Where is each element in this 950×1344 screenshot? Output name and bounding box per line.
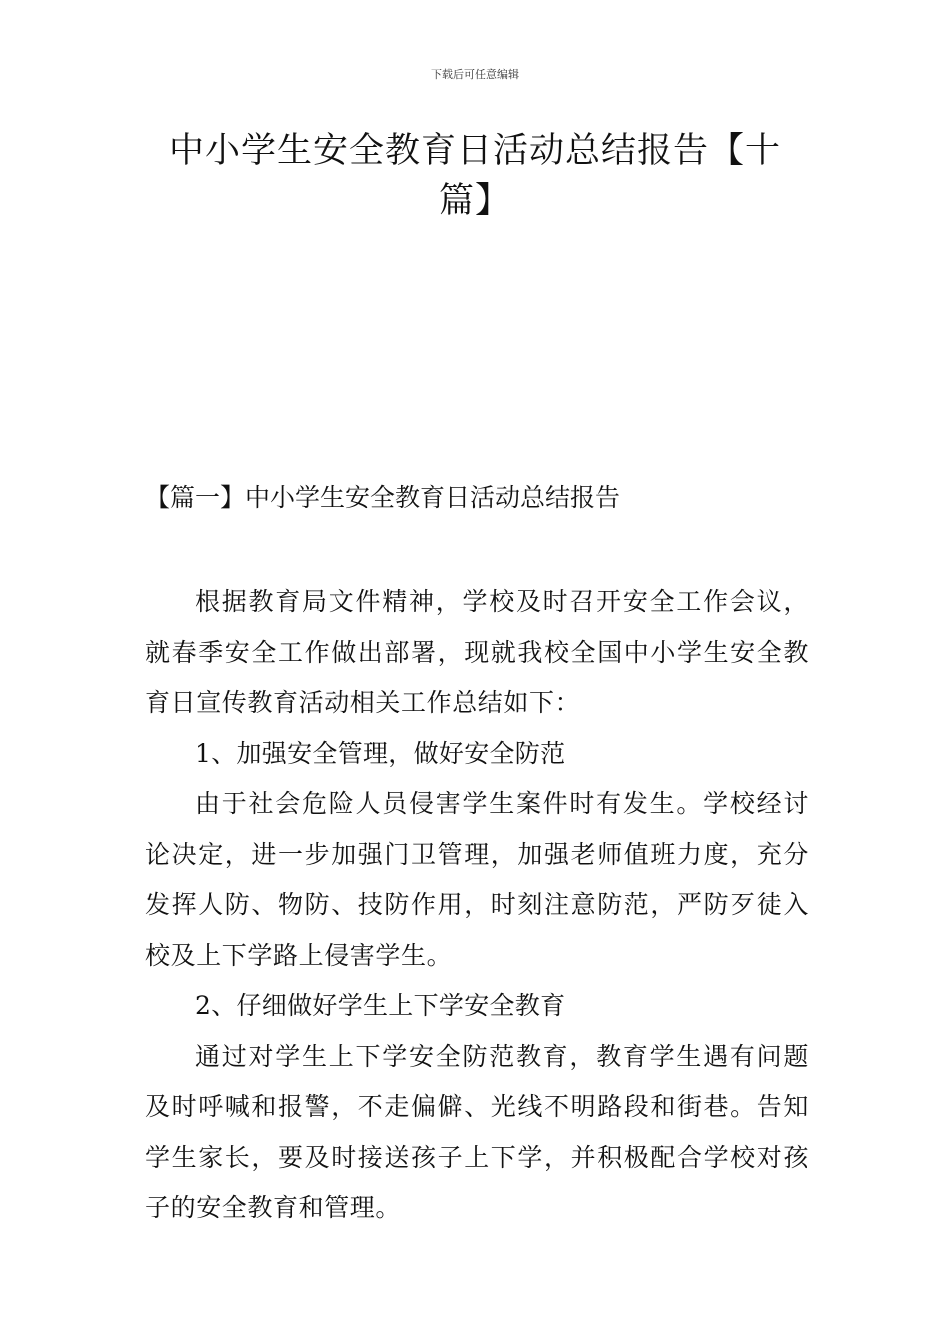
section-heading: 【篇一】中小学生安全教育日活动总结报告 — [145, 483, 621, 512]
header-note: 下载后可任意编辑 — [431, 68, 519, 81]
paragraph-intro: 根据教育局文件精神，学校及时召开安全工作会议，就春季安全工作做出部署，现就我校全国中小学生安全教育日宣传教育活动相关工作总结如下： — [145, 587, 809, 717]
list-item-heading-2: 2、仔细做好学生上下学安全教育 — [195, 991, 566, 1020]
list-item-heading-1: 1、加强安全管理，做好安全防范 — [195, 738, 566, 768]
document-title: 中小学生安全教育日活动总结报告【十篇】 — [168, 131, 781, 221]
paragraph-commute-safety: 通过对学生上下学安全防范教育，教育学生遇有问题及时呼喊和报警，不走偏僻、光线不明路段和街巷。告知学生家长，要及时接送孩子上下学，并积极配合学校对孩子的安全教育和管理。 — [145, 1041, 809, 1222]
document-body — [145, 577, 809, 1234]
paragraph-security-management: 由于社会危险人员侵害学生案件时有发生。学校经讨论决定，进一步加强门卫管理，加强老师值班力度，充分发挥人防、物防、技防作用，时刻注意防范，严防歹徒入校及上下学路上侵害学生。 — [145, 789, 809, 970]
